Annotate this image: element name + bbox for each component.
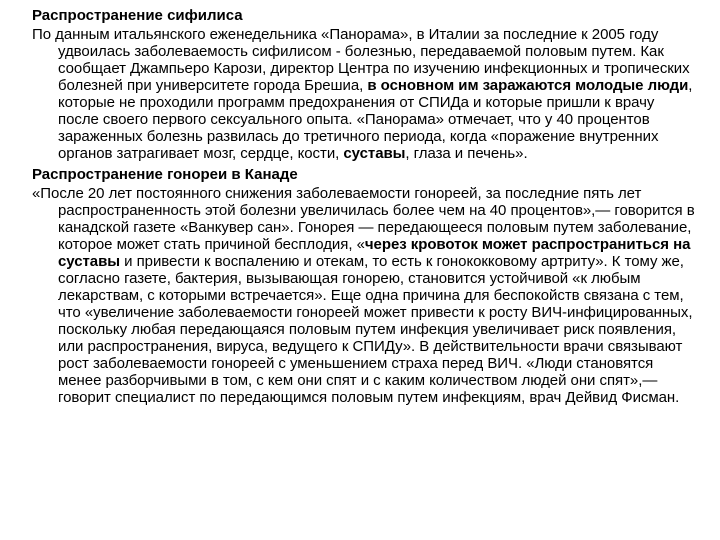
syphilis-text-3: , глаза и печень». <box>405 145 528 162</box>
syphilis-paragraph <box>32 26 696 162</box>
syphilis-emphasis-joints: суставы <box>343 145 406 162</box>
gonorrhea-paragraph <box>32 185 696 406</box>
syphilis-heading: Распространение сифилиса <box>32 7 243 24</box>
syphilis-text-1: По данным итальянского еженедельника «Панорама», в Италии за последние к 2005 году удвоилась заболеваемость сифилисом - болезнью, передаваемой половым путем. Как сообщает Джампьеро Карози, директор Центра по изучению инфекционных и тропических болезней при университете города Брешиа, <box>32 26 690 94</box>
gonorrhea-heading: Распространение гонореи в Канаде <box>32 166 298 183</box>
gonorrhea-text-2: и привести к воспалению и отекам, то есть к гонококковому артриту». К тому же, согласно газете, бактерия, вызывающая гонорею, становится устойчивой «к любым лекарствам, с которыми встречается». Еще одна причина для беспокойств связана с тем, что «увеличение заболеваемости гонореей может привести к росту ВИЧ-инфицированных, поскольку любая передающаяся половым путем инфекция увеличивает риск появления, или распространения, вируса, ведущего к СПИДу». В действительности врачи связывают рост заболеваемости гонореей с уменьшением страха перед ВИЧ. «Люди становятся менее разборчивыми в том, с кем они спят и с каким количеством людей они спят»,— говорит специалист по передающимся половым путем инфекциям, врач Дейвид Фисман. <box>58 253 693 406</box>
gonorrhea-emphasis-bloodstream: через кровоток может распространиться на суставы <box>58 236 691 270</box>
syphilis-emphasis-young-people: в основном им заражаются молодые люди <box>367 77 689 94</box>
gonorrhea-text-1: «После 20 лет постоянного снижения заболеваемости гонореей, за последние пять лет распространенность этой болезни увеличилась более чем на 40 процентов»,— говорится в канадской газете «Ванкувер сан». Гонорея — передающееся половым путем заболевание, которое может стать причиной бесплодия, « <box>32 185 695 253</box>
syphilis-text-2: , которые не проходили программ предохранения от СПИДа и которые пришли к врачу после своего первого сексуального опыта. «Панорама» отмечает, что у 40 процентов зараженных болезнь развилась до третичного периода, когда «поражение внутренних органов затрагивает мозг, сердце, кости, <box>58 77 693 162</box>
